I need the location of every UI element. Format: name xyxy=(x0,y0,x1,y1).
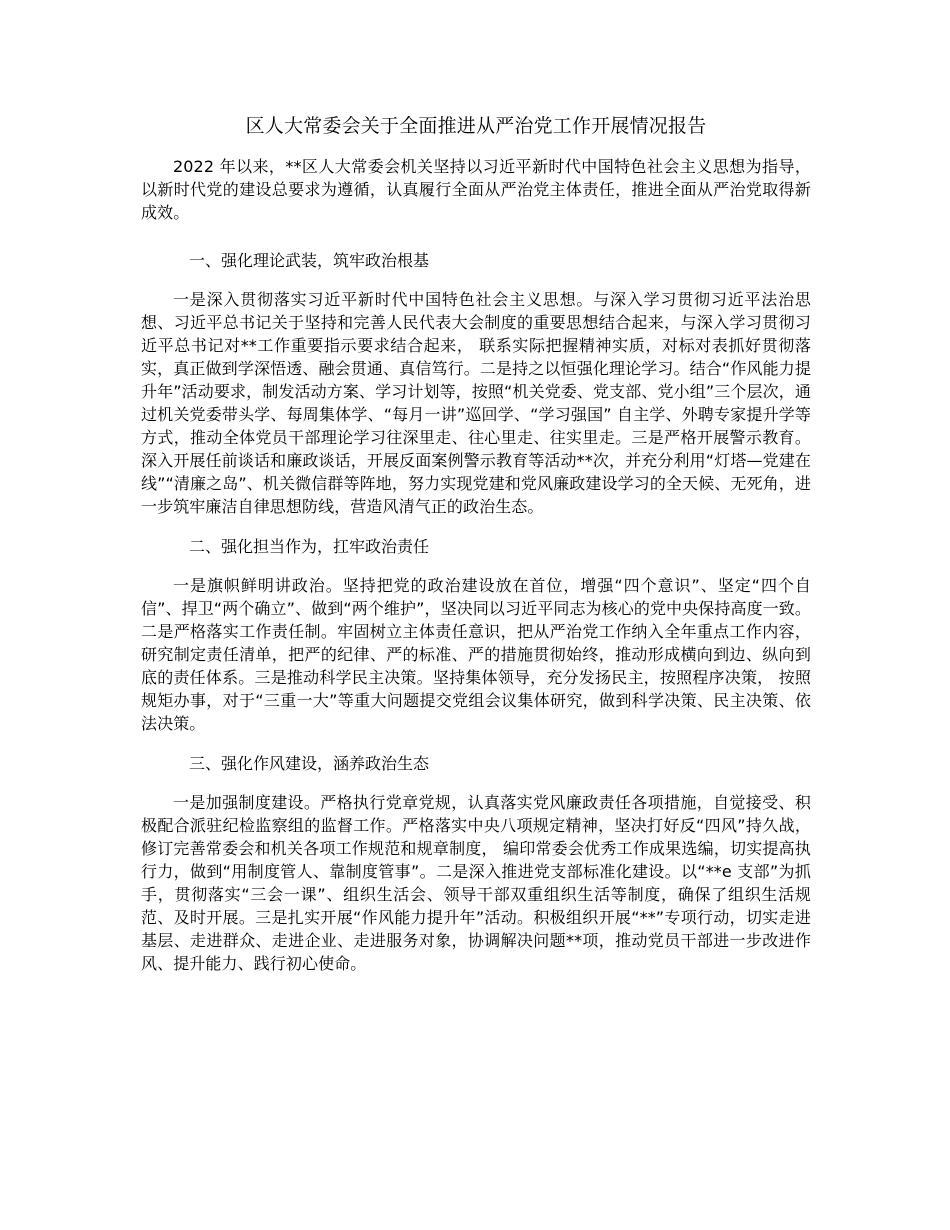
document-page xyxy=(141,110,811,975)
document-title: 区人大常委会关于全面推进从严治党工作开展情况报告 xyxy=(245,115,707,137)
section-heading-1: 一、强化理论武装，筑牢政治根基 xyxy=(189,251,430,270)
intro-paragraph: 2022 年以来，**区人大常委会机关坚持以习近平新时代中国特色社会主义思想为指导，以新时代党的建设总要求为遵循，认真履行全面从严治党主体责任，推进全面从严治党取得新成效。 xyxy=(141,157,811,222)
section-heading-3: 三、强化作风建设，涵养政治生态 xyxy=(189,754,430,773)
section-body-2: 一是旗帜鲜明讲政治。坚持把党的政治建设放在首位，增强“四个意识”、坚定“四个自信”、捍卫“两个确立”、做到“两个维护”，坚决同以习近平同志为核心的党中央保持高度一致。二是严格落实工作责任制。牢固树立主体责任意识，把从严治党工作纳入全年重点工作内容，研究制定责任清单，把严的纪律、严的标准、严的措施贯彻始终，推动形成横向到边、纵向到底的责任体系。三是推动科学民主决策。坚持集体领导，充分发扬民主，按照程序决策， 按照规矩办事，对于“三重一大”等重大问题提交党组会议集体研究，做到科学决策、民主决策、依法决策。 xyxy=(141,576,811,733)
section-body-1: 一是深入贯彻落实习近平新时代中国特色社会主义思想。与深入学习贯彻习近平法治思想、习近平总书记关于坚持和完善人民代表大会制度的重要思想结合起来，与深入学习贯彻习近平总书记对**工作重要指示要求结合起来， 联系实际把握精神实质，对标对表抓好贯彻落实，真正做到学深悟透、融会贯通、真信笃行。二是持之以恒强化理论学习。结合“作风能力提升年”活动要求，制发活动方案、学习计划等，按照“机关党委、党支部、党小组”三个层次，通过机关党委带头学、每周集体学、“每月一讲”巡回学、“学习强国” 自主学、外聘专家提升学等方式，推动全体党员干部理论学习往深里走、往心里走、往实里走。三是严格开展警示教育。深入开展任前谈话和廉政谈话，开展反面案例警示教育等活动**次，并充分利用“灯塔—党建在线”“清廉之岛”、机关微信群等阵地，努力实现党建和党风廉政建设学习的全天候、无死角，进一步筑牢廉洁自律思想防线，营造风清气正的政治生态。 xyxy=(141,290,811,516)
section-heading-2: 二、强化担当作为，扛牢政治责任 xyxy=(189,537,430,556)
section-body-3: 一是加强制度建设。严格执行党章党规，认真落实党风廉政责任各项措施，自觉接受、积极配合派驻纪检监察组的监督工作。严格落实中央八项规定精神，坚决打好反“四风”持久战，修订完善常委会和机关各项工作规范和规章制度， 编印常委会优秀工作成果选编，切实提高执行力，做到“用制度管人、靠制度管事”。二是深入推进党支部标准化建设。以“**e 支部”为抓手，贯彻落实“三会一课”、组织生活会、领导干部双重组织生活等制度，确保了组织生活规范、及时开展。三是扎实开展“作风能力提升年”活动。积极组织开展“**”专项行动，切实走进基层、走进群众、走进企业、走进服务对象，协调解决问题**项，推动党员干部进一步改进作风、提升能力、践行初心使命。 xyxy=(141,793,811,973)
spacer xyxy=(141,224,811,232)
